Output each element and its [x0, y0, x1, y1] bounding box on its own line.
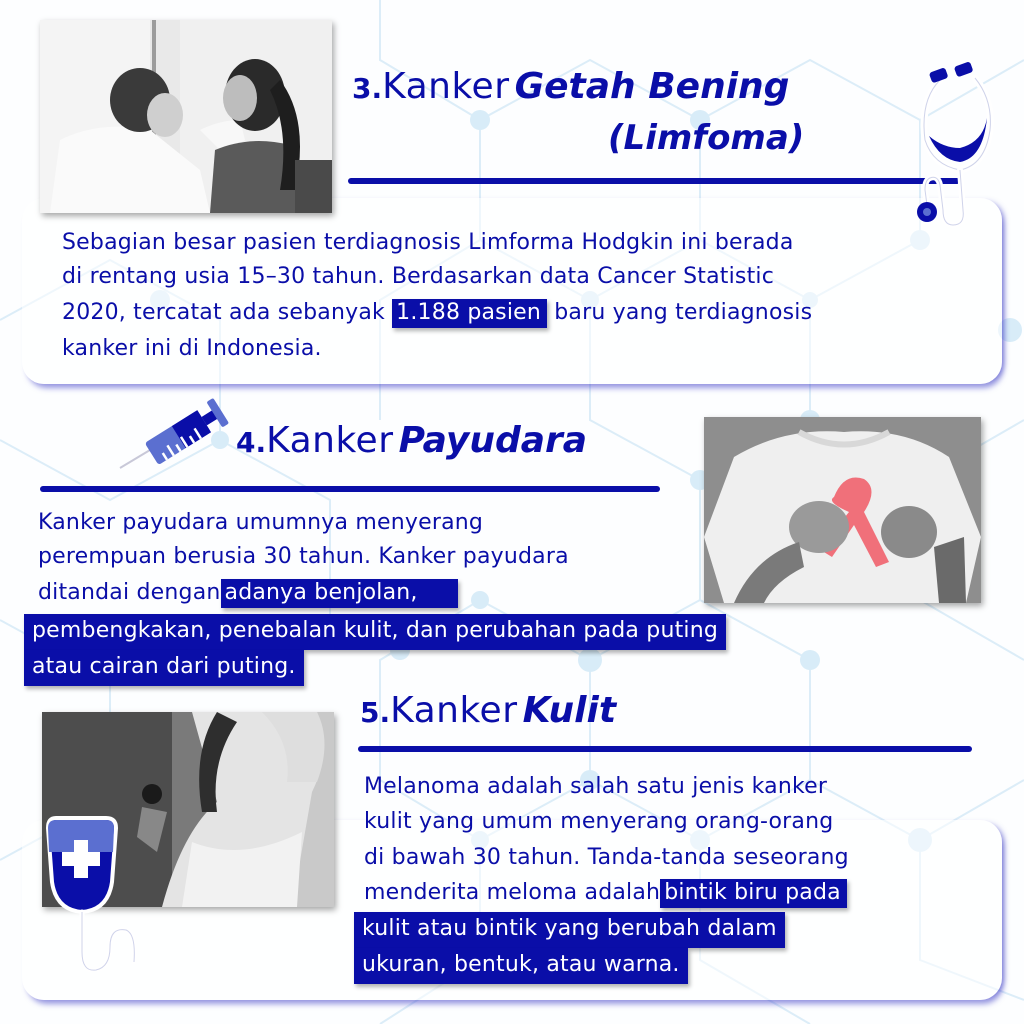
highlight-melanoma-line-2: kulit atau bintik yang berubah dalam — [354, 912, 785, 948]
section-3-line-3-post: baru yang terdiagnosis — [554, 300, 813, 325]
section-3-divider — [348, 178, 960, 184]
section-3-title-emphasis: Getah Bening — [514, 66, 790, 107]
highlight-melanoma-line-3: ukuran, bentuk, atau warna. — [354, 948, 688, 984]
section-3-line-4: kanker ini di Indonesia. — [62, 336, 322, 361]
section-4-title-emphasis: Payudara — [398, 420, 588, 461]
section-3-number: 3. — [352, 72, 383, 105]
section-4-title — [236, 420, 587, 461]
section-4-line-3-pre: ditandai dengan — [38, 580, 221, 605]
doctor-examining-neck-photo — [40, 20, 332, 213]
section-4-number: 4. — [236, 426, 267, 459]
section-5-line-2: kulit yang umum menyerang orang-orang — [364, 809, 834, 834]
syringe-icon — [115, 392, 240, 472]
section-5-number: 5. — [360, 696, 391, 729]
highlight-symptoms-line-3: atau cairan dari puting. — [24, 650, 304, 686]
highlight-symptoms-start: adanya benjolan, — [221, 579, 458, 608]
section-5-divider — [358, 746, 972, 752]
section-5-title — [360, 690, 616, 731]
section-5-line-4-pre: menderita meloma adalah — [364, 880, 661, 905]
section-5-line-4 — [364, 878, 847, 908]
section-4-line-2: perempuan berusia 30 tahun. Kanker payudara — [38, 544, 569, 569]
iv-bag-icon — [38, 812, 143, 980]
pink-ribbon-shirt-photo — [704, 417, 981, 603]
section-3-title — [352, 66, 789, 107]
section-3-subtitle: (Limfoma) — [608, 118, 805, 158]
highlight-melanoma-start: bintik biru pada — [660, 879, 847, 908]
section-3-line-3 — [62, 298, 812, 328]
section-4-line-1: Kanker payudara umumnya menyerang — [38, 510, 484, 535]
section-5-line-3: di bawah 30 tahun. Tanda-tanda seseorang — [364, 845, 849, 870]
section-4-title-plain: Kanker — [266, 420, 394, 461]
highlight-symptoms-line-2: pembengkakan, penebalan kulit, dan perubahan pada puting — [24, 614, 726, 650]
highlight-patient-count: 1.188 pasien — [392, 299, 547, 328]
section-4-divider — [40, 486, 660, 492]
section-3-line-3-pre: 2020, tercatat ada sebanyak — [62, 300, 385, 325]
stethoscope-icon — [905, 60, 1015, 230]
section-3-line-2: di rentang usia 15–30 tahun. Berdasarkan data Cancer Statistic — [62, 264, 775, 289]
section-4-line-3 — [38, 578, 458, 608]
section-5-title-emphasis: Kulit — [522, 690, 617, 731]
section-5-line-1: Melanoma adalah salah satu jenis kanker — [364, 774, 828, 799]
section-3-line-1: Sebagian besar pasien terdiagnosis Limforma Hodgkin ini berada — [62, 230, 794, 255]
section-3-title-plain: Kanker — [382, 66, 510, 107]
section-5-title-plain: Kanker — [390, 690, 518, 731]
